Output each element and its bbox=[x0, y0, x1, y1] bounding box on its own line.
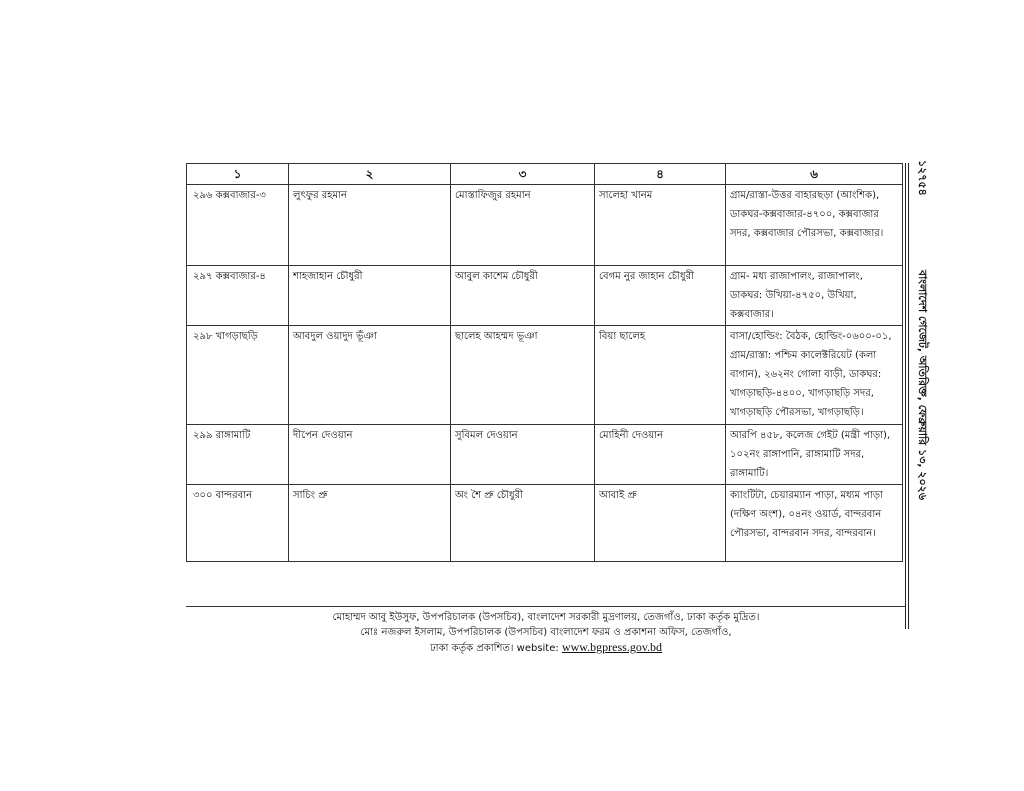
imprint-footer bbox=[186, 610, 906, 656]
father-name-cell: সুবিমল দেওয়ান bbox=[451, 425, 595, 485]
table-row bbox=[187, 266, 903, 326]
website-link[interactable]: www.bgpress.gov.bd bbox=[561, 640, 663, 654]
table-row bbox=[187, 425, 903, 485]
imprint-line: মোহাম্মদ আবু ইউসুফ, উপপরিচালক (উপসচিব), বাংলাদেশ সরকারী মুদ্রণালয়, তেজগাঁও, ঢাকা কর্তৃক মুদ্রিত। bbox=[332, 612, 760, 623]
column-header: ৩ bbox=[451, 164, 595, 185]
father-name-cell: ছালেহ আহম্মদ ভূঞা bbox=[451, 326, 595, 425]
column-header: ৬ bbox=[726, 164, 903, 185]
constituency-cell: ২৯৬ কক্সবাজার-৩ bbox=[187, 185, 289, 266]
imprint-line: মোঃ নজরুল ইসলাম, উপপরিচালক (উপসচিব) বাংলাদেশ ফরম ও প্রকাশনা অফিস, তেজগাঁও, bbox=[360, 627, 732, 638]
footer-divider bbox=[186, 606, 906, 607]
mother-name-cell: সালেহা খানম bbox=[595, 185, 726, 266]
candidate-name-cell: শাহজাহান চৌধুরী bbox=[289, 266, 451, 326]
candidate-name-cell: সাচিং প্রু bbox=[289, 485, 451, 562]
column-header: ২ bbox=[289, 164, 451, 185]
father-name-cell: আবুল কাশেম চৌধুরী bbox=[451, 266, 595, 326]
table-row bbox=[187, 485, 903, 562]
imprint-line bbox=[186, 640, 906, 656]
address-cell: আরপি ৪৫৮, কলেজ গেইট (মন্ত্রী পাড়া), ১০২নং রাঙ্গাপানি, রাঙ্গামাটি সদর, রাঙ্গামাটি। bbox=[726, 425, 903, 485]
father-name-cell: অং শৈ প্রু চৌধুরী bbox=[451, 485, 595, 562]
candidate-name-cell: আবদুল ওয়াদুদ ভূঁঞা bbox=[289, 326, 451, 425]
father-name-cell: মোস্তাফিজুর রহমান bbox=[451, 185, 595, 266]
constituency-cell: ২৯৮ খাগড়াছড়ি bbox=[187, 326, 289, 425]
mother-name-cell: মোহিনী দেওয়ান bbox=[595, 425, 726, 485]
gazette-header: বাংলাদেশ গেজেট, অতিরিক্ত, ফেব্রুয়ারি ১৩, ২০২৬ bbox=[916, 270, 929, 500]
table-row bbox=[187, 326, 903, 425]
candidate-table bbox=[186, 163, 903, 562]
mother-name-cell: বেগম নুর জাহান চৌধুরী bbox=[595, 266, 726, 326]
running-header bbox=[909, 160, 931, 630]
address-cell: গ্রাম- মধ্য রাজাপালং, রাজাপালং, ডাকঘর: উখিয়া-৪৭৫০, উখিয়া, কক্সবাজার। bbox=[726, 266, 903, 326]
column-header: ১ bbox=[187, 164, 289, 185]
table-row bbox=[187, 185, 903, 266]
address-cell: বাসা/হোল্ডিং: বৈঠক, হোল্ডিং-০৬০০-০১, গ্রাম/রাস্তা: পশ্চিম কালেক্টরিয়েট (কলা বাগান), ২৬২নং গোলা বাড়ী, ডাকঘর: খাগড়াছড়ি-৪৪০০, খাগড়াছড়ি সদর, খাগড়াছড়ি পৌরসভা, খাগড়াছড়ি। bbox=[726, 326, 903, 425]
candidate-name-cell: দীপেন দেওয়ান bbox=[289, 425, 451, 485]
mother-name-cell: বিয়া ছালেহ bbox=[595, 326, 726, 425]
page-number: ১২৭৫৪ bbox=[916, 160, 929, 196]
constituency-cell: ২৯৭ কক্সবাজার-৪ bbox=[187, 266, 289, 326]
candidate-name-cell: লুৎফুর রহমান bbox=[289, 185, 451, 266]
constituency-cell: ৩০০ বান্দরবান bbox=[187, 485, 289, 562]
constituency-cell: ২৯৯ রাঙ্গামাটি bbox=[187, 425, 289, 485]
imprint-text: ঢাকা কর্তৃক প্রকাশিত। website: bbox=[429, 643, 559, 654]
table-header-row bbox=[187, 164, 903, 185]
column-header: ৪ bbox=[595, 164, 726, 185]
address-cell: ক্যাংটিটা, চেয়ারম্যান পাড়া, মধ্যম পাড়া (দক্ষিণ অংশ), ০৪নং ওয়ার্ড, বান্দরবান পৌরসভা, বান্দরবান সদর, বান্দরবান। bbox=[726, 485, 903, 562]
mother-name-cell: আবাই প্রু bbox=[595, 485, 726, 562]
address-cell: গ্রাম/রাস্তা-উত্তর বাহারছড়া (আংশিক), ডাকঘর-কক্সবাজার-৪৭০০, কক্সবাজার সদর, কক্সবাজার পৌরসভা, কক্সবাজার। bbox=[726, 185, 903, 266]
margin-rule bbox=[905, 163, 906, 629]
